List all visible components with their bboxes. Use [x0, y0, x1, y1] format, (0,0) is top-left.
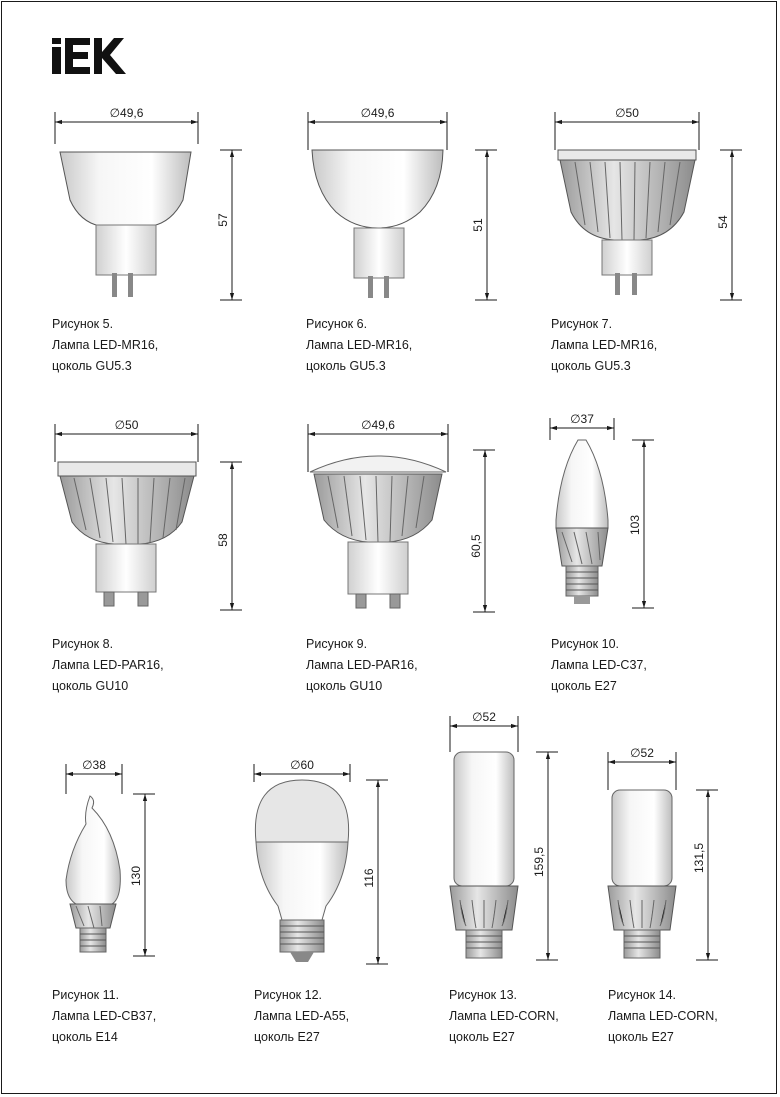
- height-label: 54: [716, 215, 730, 229]
- caption-fig10: [551, 634, 647, 697]
- caption-number: Рисунок 10.: [551, 637, 619, 651]
- lamp-fig10: [556, 440, 608, 604]
- height-label: 131,5: [692, 842, 706, 874]
- caption-fig11: [52, 985, 156, 1048]
- caption-model: Лампа LED-CORN,: [449, 1009, 559, 1023]
- lamp-fig6: [312, 150, 443, 298]
- caption-model: Лампа LED-CORN,: [608, 1009, 718, 1023]
- diameter-label: ∅60: [290, 758, 314, 772]
- caption-model: Лампа LED-MR16,: [306, 338, 413, 352]
- caption-number: Рисунок 6.: [306, 317, 368, 331]
- diameter-label: ∅52: [472, 710, 496, 724]
- caption-number: Рисунок 8.: [52, 637, 114, 651]
- caption-socket: цоколь GU5.3: [551, 359, 631, 373]
- caption-fig12: [254, 985, 349, 1048]
- height-label: 103: [628, 514, 642, 536]
- diameter-label: ∅50: [615, 106, 639, 120]
- diameter-label: ∅52: [630, 746, 654, 760]
- lamp-fig8: [58, 462, 196, 606]
- height-label: 60,5: [469, 534, 483, 558]
- caption-fig6: [306, 314, 412, 377]
- caption-fig8: [52, 634, 164, 697]
- height-label: 51: [471, 218, 485, 232]
- caption-fig14: [608, 985, 718, 1048]
- caption-model: Лампа LED-CB37,: [52, 1009, 157, 1023]
- caption-number: Рисунок 7.: [551, 317, 613, 331]
- caption-socket: цоколь E27: [449, 1030, 515, 1044]
- diameter-label: ∅49,6: [361, 418, 395, 432]
- caption-number: Рисунок 12.: [254, 988, 322, 1002]
- height-label: 116: [362, 868, 376, 888]
- height-label: 58: [216, 533, 230, 547]
- lamp-fig11: [66, 796, 120, 952]
- caption-number: Рисунок 14.: [608, 988, 676, 1002]
- caption-model: Лампа LED-A55,: [254, 1009, 350, 1023]
- diameter-label: ∅49,6: [109, 106, 144, 120]
- caption-model: Лампа LED-PAR16,: [306, 658, 418, 672]
- caption-socket: цоколь E27: [608, 1030, 674, 1044]
- caption-socket: цоколь GU10: [306, 679, 383, 693]
- caption-fig13: [449, 985, 559, 1048]
- caption-fig7: [551, 314, 657, 377]
- lamp-fig5: [60, 152, 191, 297]
- caption-model: Лампа LED-C37,: [551, 658, 647, 672]
- lamp-fig9: [310, 456, 446, 608]
- lamp-fig12: [255, 780, 348, 962]
- lamp-fig14: [608, 790, 676, 958]
- caption-number: Рисунок 13.: [449, 988, 517, 1002]
- diameter-label: ∅38: [82, 758, 106, 772]
- lamp-fig7: [558, 150, 696, 295]
- caption-model: Лампа LED-MR16,: [52, 338, 159, 352]
- caption-number: Рисунок 5.: [52, 317, 114, 331]
- caption-number: Рисунок 11.: [52, 988, 120, 1002]
- caption-model: Лампа LED-PAR16,: [52, 658, 164, 672]
- caption-socket: цоколь GU5.3: [52, 359, 132, 373]
- height-label: 159,5: [532, 846, 546, 878]
- caption-socket: цоколь E27: [551, 679, 617, 693]
- caption-socket: цоколь E27: [254, 1030, 320, 1044]
- caption-number: Рисунок 9.: [306, 637, 368, 651]
- caption-socket: цоколь GU10: [52, 679, 129, 693]
- diameter-label: ∅49,6: [360, 106, 395, 120]
- caption-model: Лампа LED-MR16,: [551, 338, 658, 352]
- caption-socket: цоколь E14: [52, 1030, 118, 1044]
- height-label: 57: [216, 213, 230, 227]
- diameter-label: ∅37: [570, 412, 594, 426]
- caption-fig5: [52, 314, 158, 377]
- diameter-label: ∅50: [114, 418, 139, 432]
- height-label: 130: [129, 865, 143, 887]
- caption-socket: цоколь GU5.3: [306, 359, 386, 373]
- lamp-fig13: [450, 752, 518, 958]
- caption-fig9: [306, 634, 418, 697]
